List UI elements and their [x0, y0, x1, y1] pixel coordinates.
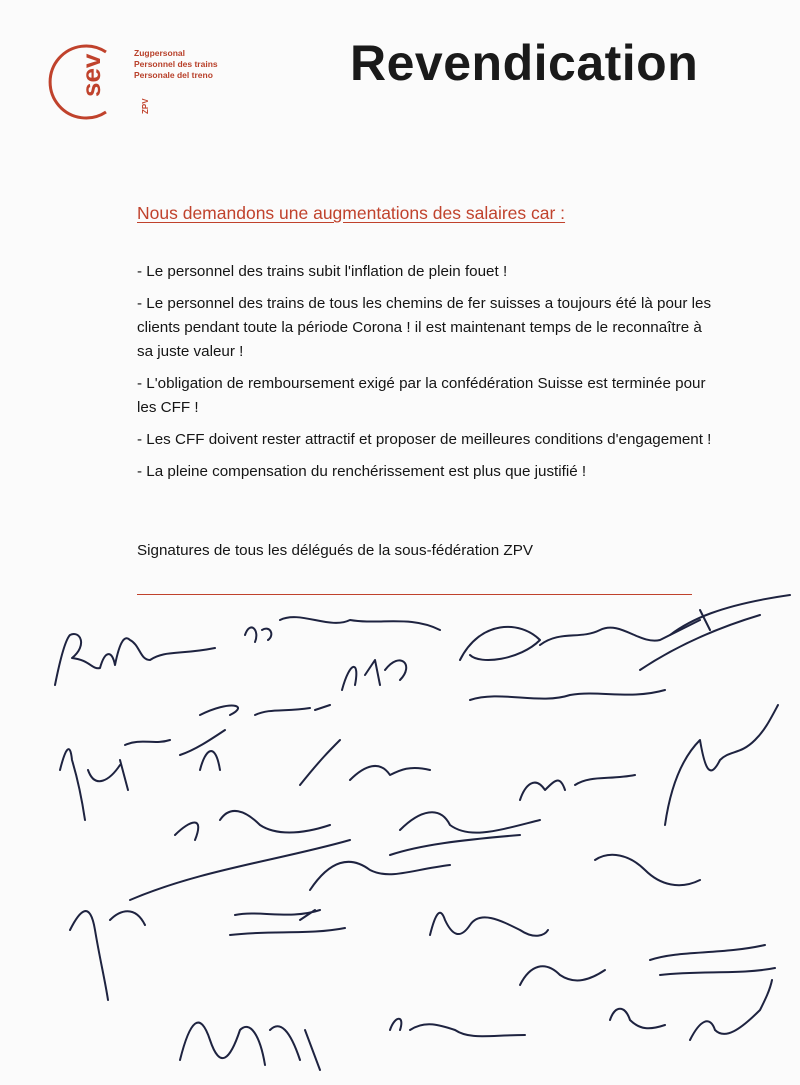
org-line-it: Personale del treno	[134, 70, 213, 80]
signature	[430, 913, 548, 936]
signature	[520, 966, 605, 985]
demand-list	[137, 260, 712, 492]
signature	[610, 1009, 665, 1029]
demand-item: - Le personnel des trains subit l'inflation de plein fouet !	[137, 263, 508, 280]
signature	[245, 617, 440, 642]
signature	[470, 690, 665, 700]
signature	[460, 620, 700, 660]
signature	[640, 595, 790, 670]
signature	[230, 910, 345, 935]
sev-logo	[44, 42, 150, 122]
signature	[690, 980, 772, 1040]
logo-text: sev	[76, 53, 106, 97]
signature	[70, 911, 145, 1000]
signatures-label: Signatures de tous les délégués de la sous-fédération ZPV	[137, 542, 533, 559]
org-name	[134, 48, 218, 81]
signature	[300, 740, 430, 785]
logo-sub: ZPV	[141, 98, 150, 114]
signature	[200, 705, 330, 715]
signature	[55, 634, 215, 685]
signature	[595, 855, 700, 885]
demand-heading: Nous demandons une augmentations des salaires car :	[137, 203, 566, 223]
signature	[342, 660, 406, 690]
signature	[390, 812, 540, 855]
signature	[125, 730, 225, 770]
signature	[180, 1023, 320, 1070]
signature	[520, 775, 635, 800]
demand-item: - Les CFF doivent rester attractif et proposer de meilleures conditions d'engagement !	[137, 431, 712, 448]
signature	[60, 749, 128, 820]
signatures-area	[0, 590, 800, 1085]
signature	[130, 840, 450, 900]
demand-item: - Le personnel des trains de tous les chemins de fer suisses a toujours été là pour les clients pendant toute la période Corona ! il est maintenant temps de le reconnaître à sa juste valeur !	[137, 295, 712, 360]
page-title: Revendication	[350, 35, 699, 91]
signature	[665, 705, 778, 825]
demand-item: - La pleine compensation du renchérissement est plus que justifié !	[137, 463, 587, 480]
org-line-de: Zugpersonal	[134, 48, 186, 58]
org-line-fr: Personnel des trains	[134, 59, 218, 69]
demand-item: - L'obligation de remboursement exigé par la confédération Suisse est terminée pour les CFF !	[137, 375, 706, 416]
signature	[390, 1019, 525, 1037]
signature	[650, 945, 775, 975]
signature	[175, 811, 330, 840]
